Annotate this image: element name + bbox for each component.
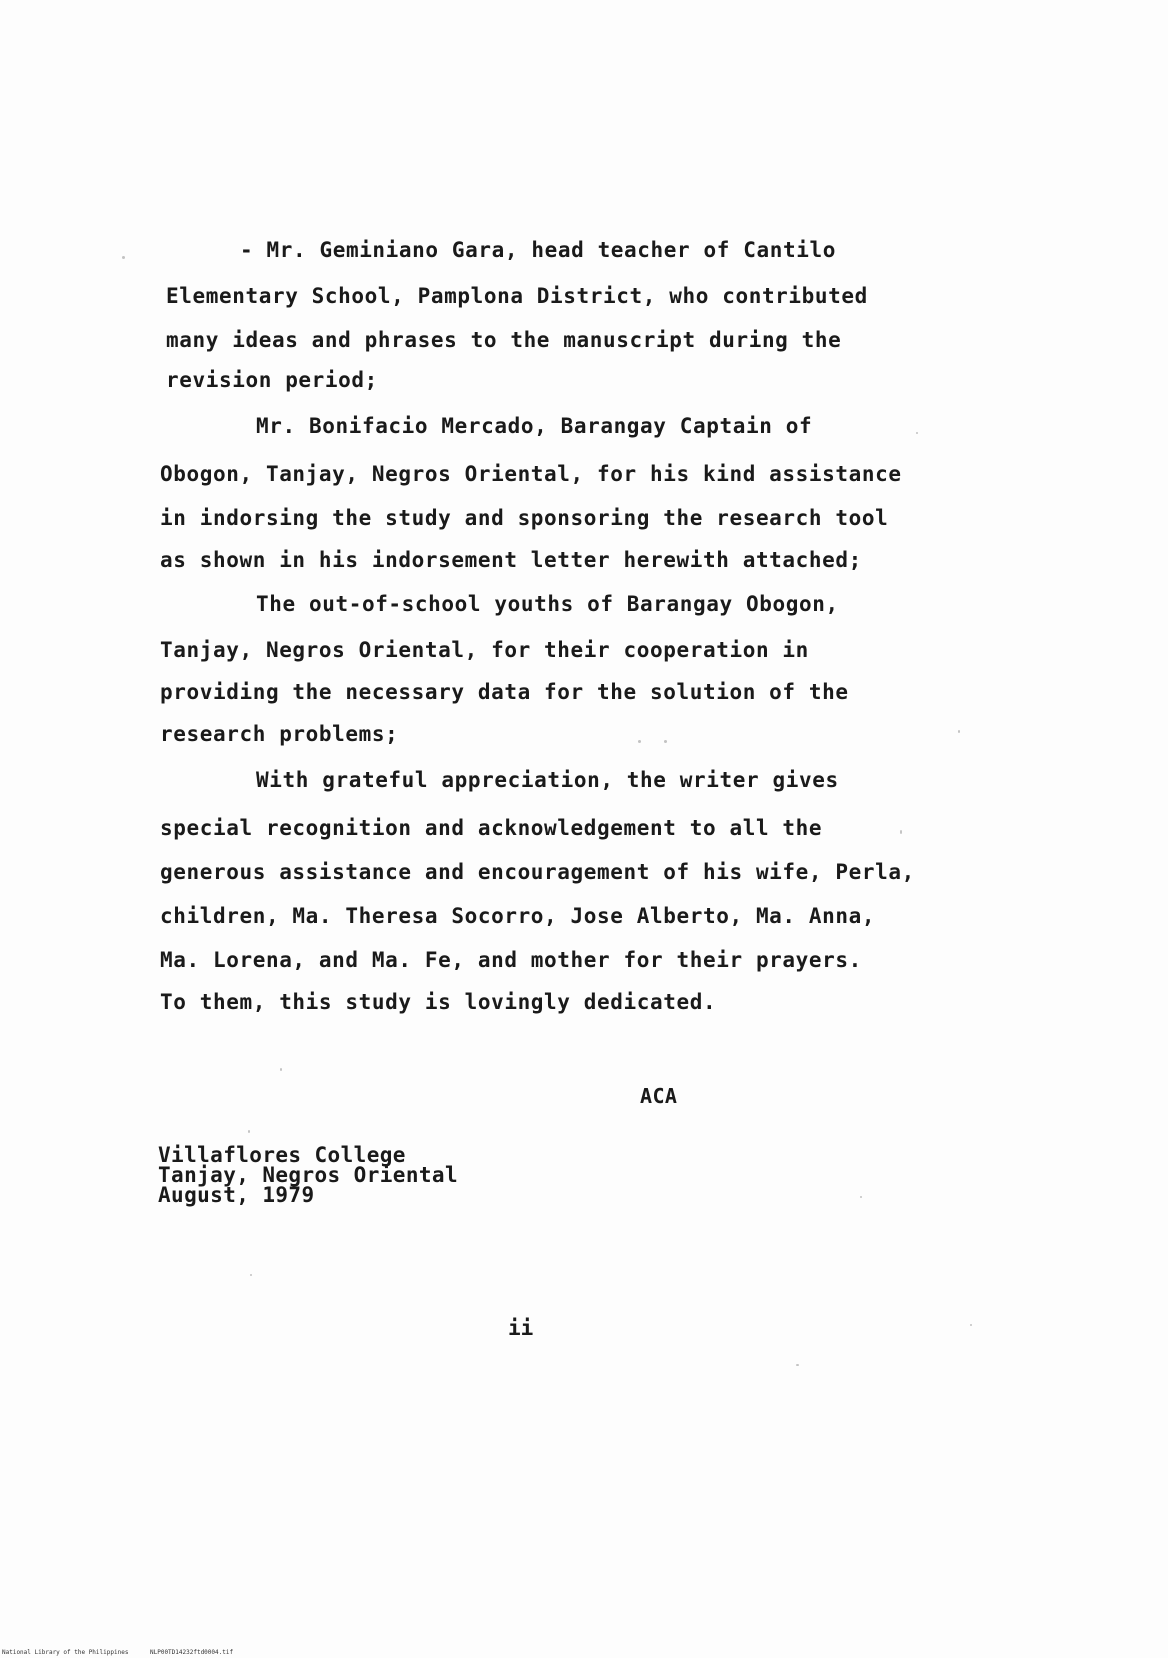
footer-filename: NLP00TD14232ftd0004.tif <box>150 1649 234 1656</box>
scan-speck <box>250 1274 252 1276</box>
text-line: The out-of-school youths of Barangay Obogon, <box>256 592 839 616</box>
text-line: Mr. Bonifacio Mercado, Barangay Captain of <box>256 414 813 438</box>
text-line: special recognition and acknowledgement to all the <box>160 816 823 840</box>
scan-speck <box>958 730 960 733</box>
text-line: providing the necessary data for the solution of the <box>160 680 849 704</box>
footer-library: National Library of the Philippines <box>2 1649 129 1656</box>
address-line: August, 1979 <box>158 1183 315 1207</box>
text-line: generous assistance and encouragement of his wife, Perla, <box>160 860 915 884</box>
text-line: With grateful appreciation, the writer gives <box>256 768 839 792</box>
scan-speck <box>664 740 667 743</box>
text-line: Obogon, Tanjay, Negros Oriental, for his kind assistance <box>160 462 902 486</box>
text-line: Elementary School, Pamplona District, who contributed <box>166 284 868 308</box>
scan-speck <box>900 830 902 834</box>
text-line: revision period; <box>166 368 378 392</box>
text-line: in indorsing the study and sponsoring the research tool <box>160 506 889 530</box>
page-number: ii <box>508 1316 534 1340</box>
text-line: as shown in his indorsement letter herewith attached; <box>160 548 862 572</box>
address-line: Villaflores College <box>158 1143 406 1167</box>
scan-speck <box>916 432 918 434</box>
scan-speck <box>638 740 641 743</box>
address-line: Tanjay, Negros Oriental <box>158 1163 458 1187</box>
text-line: many ideas and phrases to the manuscript during the <box>166 328 842 352</box>
scan-speck <box>860 1196 862 1198</box>
text-line: To them, this study is lovingly dedicated. <box>160 990 717 1014</box>
scan-speck <box>280 1068 282 1071</box>
text-line: Tanjay, Negros Oriental, for their cooperation in <box>160 638 809 662</box>
scan-speck <box>796 1364 799 1366</box>
signature-initials: ACA <box>640 1084 678 1108</box>
text-line: children, Ma. Theresa Socorro, Jose Alberto, Ma. Anna, <box>160 904 876 928</box>
scan-speck <box>248 1130 250 1133</box>
text-line: research problems; <box>160 722 399 746</box>
text-line: Ma. Lorena, and Ma. Fe, and mother for their prayers. <box>160 948 862 972</box>
text-line: - Mr. Geminiano Gara, head teacher of Cantilo <box>240 238 836 262</box>
scan-speck <box>122 256 125 259</box>
scan-speck <box>970 1324 972 1326</box>
